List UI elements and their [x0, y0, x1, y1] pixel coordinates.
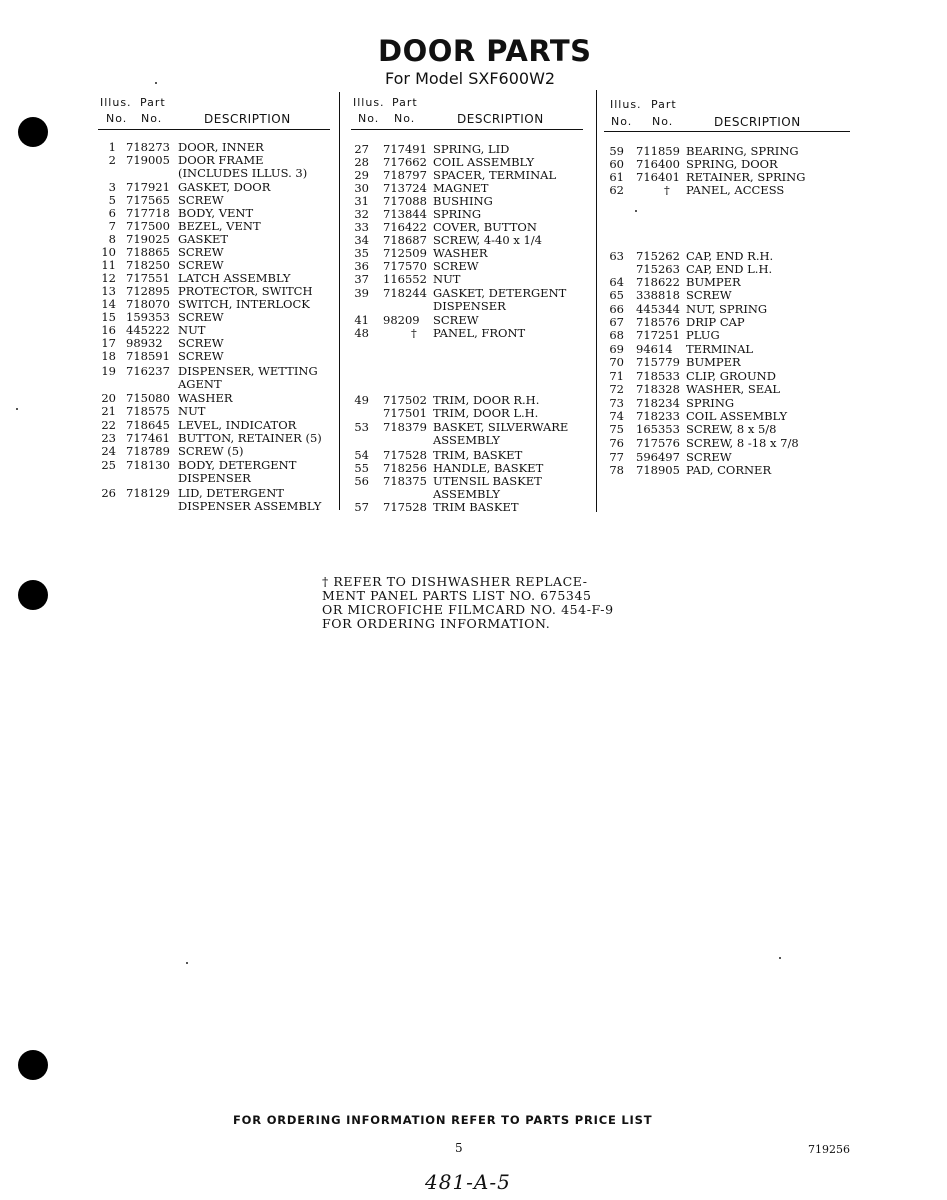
illus-number: 68 [609, 328, 624, 342]
illus-number: 53 [354, 420, 369, 434]
part-number: 116552 [383, 272, 427, 286]
scan-speck [16, 408, 18, 410]
illus-number: 5 [108, 193, 116, 207]
part-description: LEVEL, INDICATOR [178, 418, 297, 432]
part-description: GASKET [178, 232, 229, 246]
illus-number: 13 [101, 284, 116, 298]
illus-number: 19 [101, 364, 116, 378]
illus-number: 56 [354, 474, 369, 488]
illus-number: 1 [108, 140, 116, 154]
illus-number: 33 [354, 220, 369, 234]
part-description: BODY, DETERGENT [178, 458, 297, 472]
part-number: 717570 [383, 259, 427, 273]
part-description: COIL ASSEMBLY [433, 155, 535, 169]
illus-number: 20 [101, 391, 116, 405]
scan-speck [155, 82, 157, 84]
scan-speck [779, 957, 781, 959]
illus-number: 65 [609, 288, 624, 302]
part-number: 445344 [636, 302, 680, 316]
part-number: 165353 [636, 422, 680, 436]
part-description: SPACER, TERMINAL [433, 168, 557, 182]
part-number: 717528 [383, 500, 427, 514]
part-number: 717921 [126, 180, 170, 194]
part-description: TERMINAL [686, 342, 754, 356]
part-number: 717500 [126, 219, 170, 233]
illus-number: 16 [101, 323, 116, 337]
part-number: 718130 [126, 458, 170, 472]
header-rule [604, 131, 850, 132]
part-description: SCREW [178, 349, 224, 363]
part-description: SPRING [686, 396, 735, 410]
part-description: TRIM, BASKET [433, 448, 523, 462]
part-number: 717501 [383, 406, 427, 420]
illus-number: 11 [101, 258, 116, 272]
illus-number: 70 [609, 355, 624, 369]
part-description: SWITCH, INTERLOCK [178, 297, 310, 311]
part-description: SCREW [686, 288, 732, 302]
illus-number: 10 [101, 245, 116, 259]
part-description: SPRING [433, 207, 482, 221]
part-description: CAP, END L.H. [686, 262, 773, 276]
illus-number: 74 [609, 409, 624, 423]
part-description: DISPENSER, WETTING [178, 364, 318, 378]
part-number: 717528 [383, 448, 427, 462]
handwritten-annotation: 481-A-5 [425, 1170, 511, 1194]
part-number: 98209 [383, 313, 420, 327]
part-description: PROTECTOR, SWITCH [178, 284, 313, 298]
illus-number: 35 [354, 246, 369, 260]
illus-number: 78 [609, 463, 624, 477]
part-number: 596497 [636, 450, 680, 464]
part-number: 716422 [383, 220, 427, 234]
part-description: BUMPER [686, 275, 741, 289]
part-description: TRIM, DOOR R.H. [433, 393, 540, 407]
illus-number: 49 [354, 393, 369, 407]
part-number: 715080 [126, 391, 170, 405]
part-description: NUT, SPRING [686, 302, 768, 316]
illus-number: 37 [354, 272, 369, 286]
part-number: 718905 [636, 463, 680, 477]
part-number: 718256 [383, 461, 427, 475]
illus-number: 28 [354, 155, 369, 169]
part-description: LATCH ASSEMBLY [178, 271, 291, 285]
part-number: 718591 [126, 349, 170, 363]
part-description: SCREW [178, 245, 224, 259]
illus-number: 25 [101, 458, 116, 472]
part-description: SPRING, DOOR [686, 157, 778, 171]
part-description: BASKET, SILVERWARE [433, 420, 569, 434]
illus-number: 3 [108, 180, 116, 194]
part-description: HANDLE, BASKET [433, 461, 544, 475]
scan-speck [635, 210, 637, 212]
part-description: COVER, BUTTON [433, 220, 537, 234]
illus-number: 77 [609, 450, 624, 464]
part-description: NUT [433, 272, 461, 286]
illus-number: 6 [108, 206, 116, 220]
part-number: † [664, 183, 670, 197]
illus-number: 64 [609, 275, 624, 289]
part-description: BUTTON, RETAINER (5) [178, 431, 322, 445]
column-divider [596, 90, 597, 512]
part-number: 711859 [636, 144, 680, 158]
part-number: 98932 [126, 336, 163, 350]
part-number: 718576 [636, 315, 680, 329]
illus-number: 17 [101, 336, 116, 350]
part-number: 717088 [383, 194, 427, 208]
header-rule [98, 129, 330, 130]
illus-number: 63 [609, 249, 624, 263]
part-number: 718328 [636, 382, 680, 396]
header-part-no: No. [394, 112, 416, 125]
part-number: 712509 [383, 246, 427, 260]
part-number: 718234 [636, 396, 680, 410]
part-number: 717718 [126, 206, 170, 220]
note-line: OR MICROFICHE FILMCARD NO. 454-F-9 [322, 602, 614, 617]
part-number: 718622 [636, 275, 680, 289]
header-illus-no: No. [611, 115, 633, 128]
part-description: BUMPER [686, 355, 741, 369]
part-description: GASKET, DOOR [178, 180, 271, 194]
part-number: 717662 [383, 155, 427, 169]
illus-number: 24 [101, 444, 116, 458]
part-number: 718273 [126, 140, 170, 154]
part-description: LID, DETERGENT [178, 486, 284, 500]
page-number: 5 [455, 1141, 463, 1155]
part-number: 94614 [636, 342, 673, 356]
part-number: 159353 [126, 310, 170, 324]
illus-number: 39 [354, 286, 369, 300]
part-description: SCREW [433, 259, 479, 273]
part-description: BEARING, SPRING [686, 144, 799, 158]
column-divider [339, 92, 340, 510]
illus-number: 41 [354, 313, 369, 327]
part-number: 717551 [126, 271, 170, 285]
part-description: NUT [178, 404, 206, 418]
part-number: 717491 [383, 142, 427, 156]
part-number: 713724 [383, 181, 427, 195]
part-description: TRIM, DOOR L.H. [433, 406, 539, 420]
part-description: TRIM BASKET [433, 500, 519, 514]
part-description: RETAINER, SPRING [686, 170, 806, 184]
part-description: ASSEMBLY [433, 487, 500, 501]
header-illus-label: Illus. [353, 96, 385, 109]
part-description: WASHER, SEAL [686, 382, 781, 396]
illus-number: 2 [108, 153, 116, 167]
illus-number: 8 [108, 232, 116, 246]
header-part-label: Part [651, 98, 677, 111]
part-description: DRIP CAP [686, 315, 745, 329]
header-description: DESCRIPTION [204, 112, 291, 126]
part-number: 718250 [126, 258, 170, 272]
part-description: DISPENSER [433, 299, 506, 313]
part-number: 716401 [636, 170, 680, 184]
part-number: 718379 [383, 420, 427, 434]
part-description: DOOR FRAME [178, 153, 264, 167]
illus-number: 71 [609, 369, 624, 383]
part-description: BUSHING [433, 194, 493, 208]
part-number: 718233 [636, 409, 680, 423]
part-number: 715262 [636, 249, 680, 263]
part-description: SCREW, 8 -18 x 7/8 [686, 436, 799, 450]
part-number: 718865 [126, 245, 170, 259]
illus-number: 14 [101, 297, 116, 311]
illus-number: 60 [609, 157, 624, 171]
part-description: (INCLUDES ILLUS. 3) [178, 166, 308, 180]
part-description: PLUG [686, 328, 720, 342]
illus-number: 66 [609, 302, 624, 316]
part-description: BODY, VENT [178, 206, 254, 220]
scan-speck [186, 962, 188, 964]
part-number: 717251 [636, 328, 680, 342]
part-description: SCREW [178, 258, 224, 272]
header-part-label: Part [140, 96, 166, 109]
part-number: 717565 [126, 193, 170, 207]
illus-number: 18 [101, 349, 116, 363]
part-description: GASKET, DETERGENT [433, 286, 567, 300]
illus-number: 55 [354, 461, 369, 475]
part-description: WASHER [178, 391, 233, 405]
punch-hole-bottom [18, 1050, 48, 1080]
part-description: CLIP, GROUND [686, 369, 776, 383]
illus-number: 62 [609, 183, 624, 197]
part-number: 716237 [126, 364, 170, 378]
part-description: DOOR, INNER [178, 140, 264, 154]
document-number: 719256 [808, 1143, 850, 1156]
note-line: † REFER TO DISHWASHER REPLACE- [322, 574, 588, 589]
header-description: DESCRIPTION [714, 115, 801, 129]
part-description: SCREW [433, 313, 479, 327]
header-illus-label: Illus. [610, 98, 642, 111]
part-number: 715779 [636, 355, 680, 369]
part-number: 718375 [383, 474, 427, 488]
illus-number: 34 [354, 233, 369, 247]
illus-number: 30 [354, 181, 369, 195]
page-subtitle: For Model SXF600W2 [385, 69, 556, 88]
illus-number: 32 [354, 207, 369, 221]
illus-number: 73 [609, 396, 624, 410]
part-number: 718575 [126, 404, 170, 418]
illus-number: 22 [101, 418, 116, 432]
part-number: 717461 [126, 431, 170, 445]
illus-number: 31 [354, 194, 369, 208]
part-number: † [411, 326, 417, 340]
part-number: 338818 [636, 288, 680, 302]
header-part-label: Part [392, 96, 418, 109]
illus-number: 69 [609, 342, 624, 356]
part-description: DISPENSER [178, 471, 251, 485]
punch-hole-top [18, 117, 48, 147]
ordering-note [322, 575, 614, 631]
part-description: SCREW, 4-40 x 1/4 [433, 233, 542, 247]
part-description: PANEL, ACCESS [686, 183, 785, 197]
part-number: 719005 [126, 153, 170, 167]
part-number: 712895 [126, 284, 170, 298]
part-number: 713844 [383, 207, 427, 221]
illus-number: 59 [609, 144, 624, 158]
punch-hole-middle [18, 580, 48, 610]
note-line: FOR ORDERING INFORMATION. [322, 616, 551, 631]
illus-number: 26 [101, 486, 116, 500]
part-description: BEZEL, VENT [178, 219, 261, 233]
header-rule [351, 129, 583, 130]
part-number: 718645 [126, 418, 170, 432]
part-description: CAP, END R.H. [686, 249, 774, 263]
illus-number: 12 [101, 271, 116, 285]
illus-number: 23 [101, 431, 116, 445]
header-illus-no: No. [106, 112, 128, 125]
part-description: MAGNET [433, 181, 489, 195]
part-description: SCREW [178, 336, 224, 350]
part-number: 718070 [126, 297, 170, 311]
illus-number: 54 [354, 448, 369, 462]
note-line: MENT PANEL PARTS LIST NO. 675345 [322, 588, 592, 603]
illus-number: 15 [101, 310, 116, 324]
part-number: 718797 [383, 168, 427, 182]
illus-number: 57 [354, 500, 369, 514]
illus-number: 72 [609, 382, 624, 396]
part-number: 716400 [636, 157, 680, 171]
part-description: UTENSIL BASKET [433, 474, 542, 488]
part-description: ASSEMBLY [433, 433, 500, 447]
part-description: AGENT [178, 377, 222, 391]
part-number: 718533 [636, 369, 680, 383]
part-number: 718244 [383, 286, 427, 300]
part-description: PANEL, FRONT [433, 326, 526, 340]
part-number: 719025 [126, 232, 170, 246]
header-description: DESCRIPTION [457, 112, 544, 126]
header-part-no: No. [652, 115, 674, 128]
part-description: SCREW [686, 450, 732, 464]
illus-number: 29 [354, 168, 369, 182]
illus-number: 27 [354, 142, 369, 156]
part-number: 718129 [126, 486, 170, 500]
part-description: WASHER [433, 246, 488, 260]
header-illus-no: No. [358, 112, 380, 125]
illus-number: 76 [609, 436, 624, 450]
part-description: COIL ASSEMBLY [686, 409, 788, 423]
part-number: 718789 [126, 444, 170, 458]
part-number: 715263 [636, 262, 680, 276]
illus-number: 67 [609, 315, 624, 329]
illus-number: 36 [354, 259, 369, 273]
illus-number: 61 [609, 170, 624, 184]
part-description: PAD, CORNER [686, 463, 772, 477]
part-number: 445222 [126, 323, 170, 337]
part-description: DISPENSER ASSEMBLY [178, 499, 322, 513]
page-title: DOOR PARTS [378, 34, 592, 68]
part-description: SCREW, 8 x 5/8 [686, 422, 777, 436]
part-description: SCREW [178, 193, 224, 207]
illus-number: 48 [354, 326, 369, 340]
part-description: SCREW [178, 310, 224, 324]
part-description: SPRING, LID [433, 142, 510, 156]
illus-number: 21 [101, 404, 116, 418]
footer-instruction: FOR ORDERING INFORMATION REFER TO PARTS PRICE LIST [233, 1113, 653, 1127]
part-description: SCREW (5) [178, 444, 244, 458]
part-description: NUT [178, 323, 206, 337]
illus-number: 7 [108, 219, 116, 233]
part-number: 717502 [383, 393, 427, 407]
header-illus-label: Illus. [100, 96, 132, 109]
header-part-no: No. [141, 112, 163, 125]
part-number: 718687 [383, 233, 427, 247]
part-number: 717576 [636, 436, 680, 450]
illus-number: 75 [609, 422, 624, 436]
